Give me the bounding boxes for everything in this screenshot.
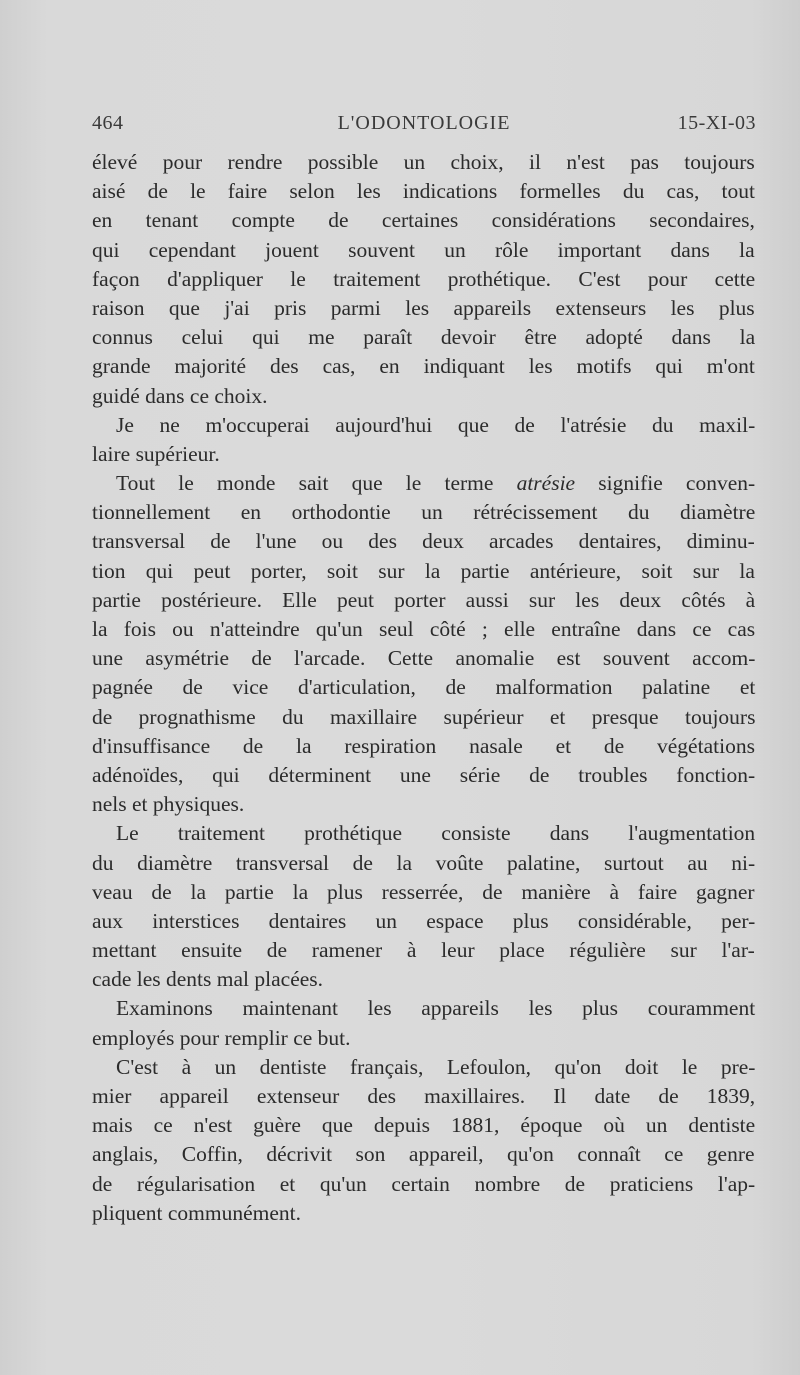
text-line: de prognathisme du maxillaire supérieur et presque toujours (92, 704, 756, 729)
text-line: du diamètre transversal de la voûte palatine, surtout au ni- (92, 850, 756, 875)
body-text (92, 148, 755, 1228)
text-line: façon d'appliquer le traitement prothétique. C'est pour cette (92, 266, 756, 291)
text-line: Le traitement prothétique consiste dans l'augmentation (116, 821, 756, 846)
text-line: élevé pour rendre possible un choix, il n'est pas toujours (92, 150, 755, 174)
text-line: Examinons maintenant les appareils les plus couramment (116, 996, 756, 1021)
text-line: anglais, Coffin, décrivit son appareil, qu'on connaît ce genre (92, 1142, 755, 1167)
text-line: laire supérieur. (92, 441, 220, 466)
text-line: transversal de l'une ou des deux arcades dentaires, diminu- (92, 529, 755, 554)
text-line: mais ce n'est guère que depuis 1881, époque où un dentiste (92, 1113, 756, 1138)
text-line: pliquent communément. (92, 1200, 301, 1225)
text-line: employés pour remplir ce but. (92, 1025, 351, 1050)
text-line: C'est à un dentiste français, Lefoulon, qu'on doit le pre- (116, 1054, 756, 1079)
text-line: mettant ensuite de ramener à leur place régulière sur l'ar- (92, 938, 755, 963)
issue-date: 15-XI-03 (677, 112, 756, 134)
text-line: aisé de le faire selon les indications formelles du cas, tout (92, 179, 755, 204)
text-line: en tenant compte de certaines considérations secondaires, (92, 208, 755, 233)
text-line: d'insuffisance de la respiration nasale et de végétations (92, 733, 755, 758)
text-line: mier appareil extenseur des maxillaires. Il date de 1839, (92, 1084, 756, 1108)
text-segment: signifie conven- (575, 471, 756, 496)
text-line: connus celui qui me paraît devoir être adopté dans la (92, 325, 756, 350)
text-segment: Tout le monde sait que le terme (116, 471, 517, 496)
text-line: la fois ou n'atteindre qu'un seul côté ; elle entraîne dans ce cas (92, 617, 756, 641)
text-line: tionnellement en orthodontie un rétrécissement du diamètre (92, 500, 756, 525)
italic-term: atrésie (516, 471, 576, 496)
text-line (92, 469, 755, 498)
text-line: cade les dents mal placées. (92, 967, 324, 992)
page-number: 464 (92, 112, 124, 134)
text-line: adénoïdes, qui déterminent une série de troubles fonction- (92, 762, 756, 787)
text-line: raison que j'ai pris parmi les appareils extenseurs les plus (92, 295, 755, 320)
page-header (92, 112, 756, 140)
text-line: aux interstices dentaires un espace plus considérable, per- (92, 908, 756, 933)
text-line: partie postérieure. Elle peut porter aussi sur les deux côtés à (92, 587, 756, 612)
text-line: une asymétrie de l'arcade. Cette anomalie est souvent accom- (92, 646, 756, 671)
text-line: veau de la partie la plus resserrée, de manière à faire gagner (92, 879, 755, 904)
text-line: guidé dans ce choix. (92, 383, 268, 408)
text-line: de régularisation et qu'un certain nombre de praticiens l'ap- (92, 1171, 756, 1196)
text-line: qui cependant jouent souvent un rôle important dans la (92, 237, 755, 262)
text-line: pagnée de vice d'articulation, de malformation palatine et (92, 675, 756, 700)
text-line: tion qui peut porter, soit sur la partie antérieure, soit sur la (92, 558, 755, 583)
text-line: grande majorité des cas, en indiquant les motifs qui m'ont (92, 354, 755, 379)
text-line: Je ne m'occuperai aujourd'hui que de l'atrésie du maxil- (116, 412, 756, 437)
running-title: L'ODONTOLOGIE (337, 112, 511, 134)
text-line: nels et physiques. (92, 792, 245, 817)
